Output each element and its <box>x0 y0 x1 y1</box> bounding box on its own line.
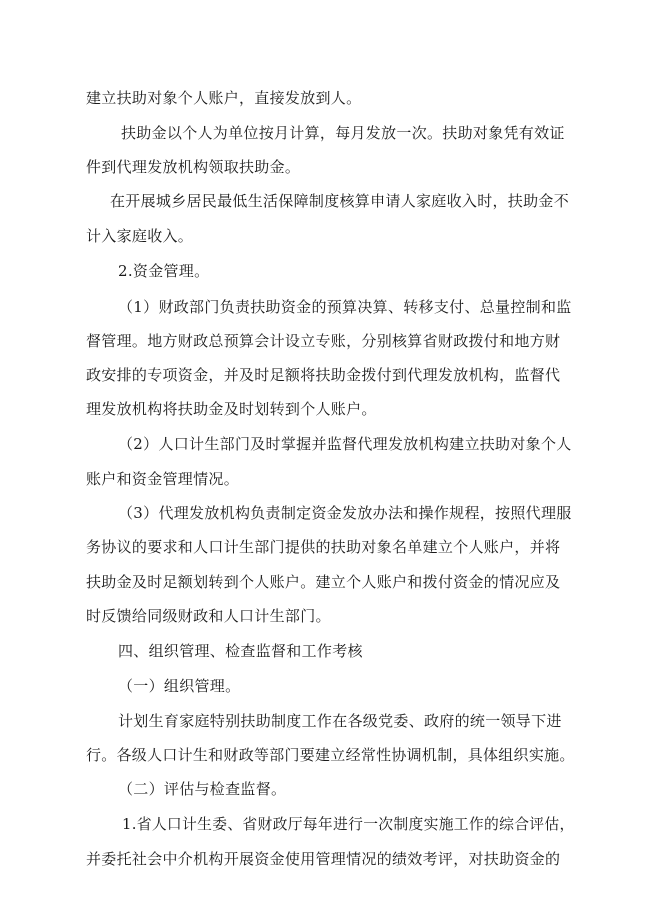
text-line-5: 计入家庭收入。 <box>86 227 194 245</box>
text-line-9: 政安排的专项资金，并及时足额将扶助金拨付到代理发放机构，监督代 <box>86 366 561 384</box>
text-line-14: 务协议的要求和人口计生部门提供的扶助对象名单建立个人账户，并将 <box>86 538 561 556</box>
text-line-23: 并委托社会中介机构开展资金使用管理情况的绩效考评，对扶助资金的 <box>86 850 561 868</box>
text-line-2: 扶助金以个人为单位按月计算，每月发放一次。扶助对象凭有效证 <box>121 124 565 142</box>
text-line-6: 2.资金管理。 <box>118 262 210 280</box>
text-line-15: 扶助金及时足额划转到个人账户。建立个人账户和拨付资金的情况应及 <box>86 573 561 591</box>
text-line-22: 1.省人口计生委、省财政厅每年进行一次制度实施工作的综合评估， <box>122 815 575 833</box>
text-line-21: （二）评估与检查监督。 <box>118 780 287 798</box>
text-line-11: （2）人口计生部门及时掌握并监督代理发放机构建立扶助对象个人 <box>118 435 572 453</box>
text-line-8: 督管理。地方财政总预算会计设立专账，分别核算省财政拨付和地方财 <box>86 332 561 350</box>
text-line-19: 计划生育家庭特别扶助制度工作在各级党委、政府的统一领导下进 <box>118 712 562 730</box>
text-line-20: 行。各级人口计生和财政等部门要建立经常性协调机制，具体组织实施。 <box>86 746 575 764</box>
text-line-7: （1）财政部门负责扶助资金的预算决算、转移支付、总量控制和监 <box>118 298 572 316</box>
text-line-18: （一）组织管理。 <box>118 677 241 695</box>
text-line-13: （3）代理发放机构负责制定资金发放办法和操作规程，按照代理服 <box>118 504 572 522</box>
text-line-3: 件到代理发放机构领取扶助金。 <box>86 158 301 176</box>
text-line-10: 理发放机构将扶助金及时划转到个人账户。 <box>86 400 377 418</box>
text-line-4: 在开展城乡居民最低生活保障制度核算申请人家庭收入时，扶助金不 <box>110 192 570 210</box>
text-line-17: 四、组织管理、检查监督和工作考核 <box>118 642 363 660</box>
text-line-1: 建立扶助对象个人账户，直接发放到人。 <box>86 89 362 107</box>
text-line-16: 时反馈给同级财政和人口计生部门。 <box>86 607 331 625</box>
text-line-12: 账户和资金管理情况。 <box>86 470 240 488</box>
